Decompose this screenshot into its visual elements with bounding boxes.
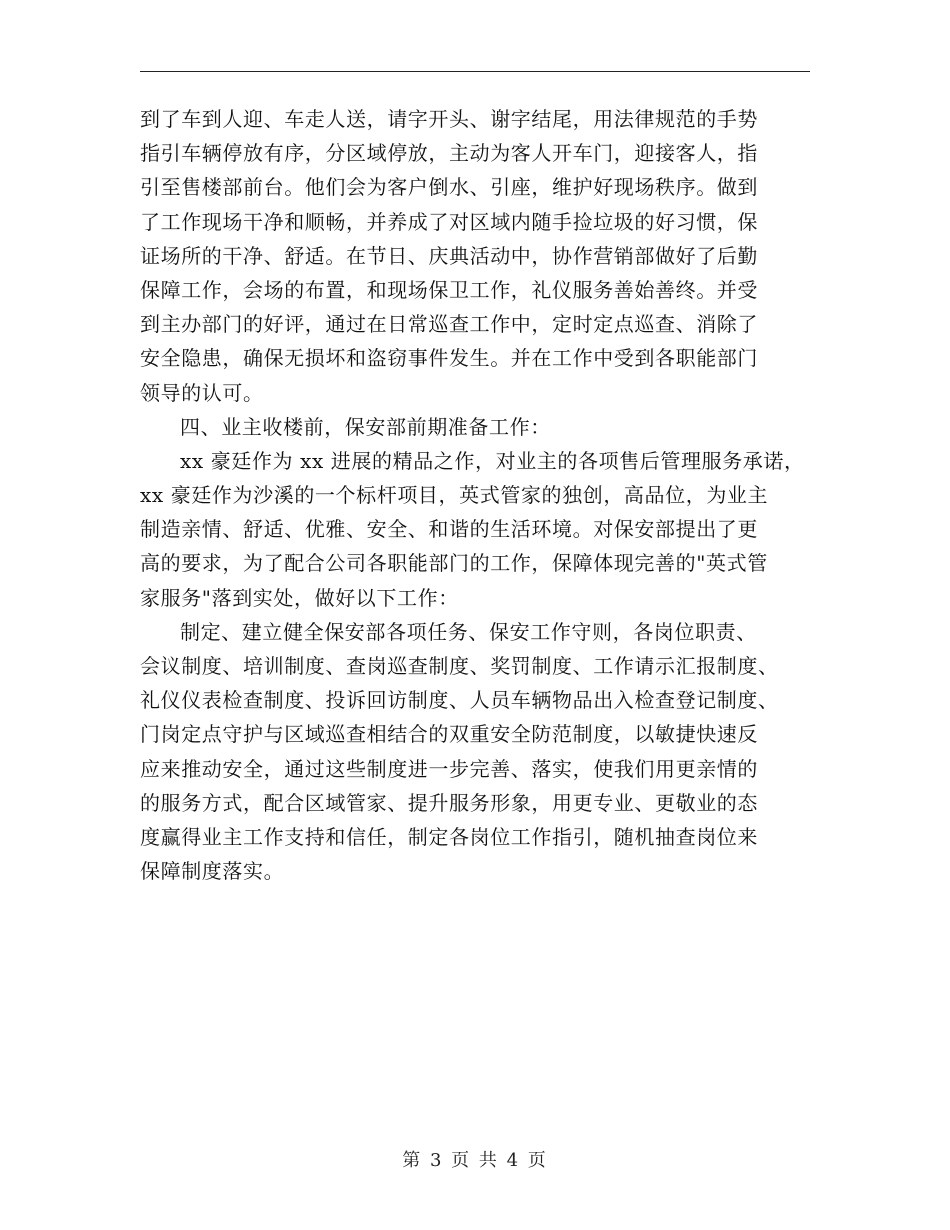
section-heading: 四、业主收楼前，保安部前期准备工作： [180,414,551,439]
text-line: 的服务方式，配合区域管家、提升服务形象，用更专业、更敬业的态 [140,790,758,815]
text-line: 制定、建立健全保安部各项任务、保安工作守则，各岗位职责、 [180,619,757,644]
text-line: 会议制度、培训制度、查岗巡查制度、奖罚制度、工作请示汇报制度、 [140,654,779,678]
page-footer: 第 3 页 共 4 页 [402,1150,548,1171]
text-line: 引至售楼部前台。他们会为客户倒水、引座，维护好现场秩序。做到 [140,175,758,200]
text-line: 指引车辆停放有序，分区域停放，主动为客人开车门，迎接客人，指 [140,141,758,166]
text-line: 到主办部门的好评，通过在日常巡查工作中，定时定点巡查、消除了 [140,312,758,337]
text-line: 应来推动安全，通过这些制度进一步完善、落实，使我们用更亲情的 [140,756,758,781]
text-line: 保障工作，会场的布置，和现场保卫工作，礼仪服务善始善终。并受 [140,277,758,302]
document-body [140,102,830,888]
text-line: xx 豪廷作为沙溪的一个标杆项目，英式管家的独创，高品位，为业主 [140,483,769,508]
text-line: 证场所的干净、舒适。在节日、庆典活动中，协作营销部做好了后勤 [140,243,758,268]
text-line: 领导的认可。 [140,380,264,405]
text-line: 到了车到人迎、车走人送，请字开头、谢字结尾，用法律规范的手势 [140,107,758,131]
text-line: 了工作现场干净和顺畅，并养成了对区域内随手捡垃圾的好习惯，保 [140,209,758,234]
text-line: xx 豪廷作为 xx 进展的精品之作，对业主的各项售后管理服务承诺， [180,448,805,473]
text-line: 度赢得业主工作支持和信任，制定各岗位工作指引，随机抽查岗位来 [140,824,758,849]
text-line: 安全隐患，确保无损坏和盗窃事件发生。并在工作中受到各职能部门 [140,346,758,371]
text-line: 门岗定点守护与区域巡查相结合的双重安全防范制度，以敏捷快速反 [140,722,758,747]
text-line: 高的要求，为了配合公司各职能部门的工作，保障体现完善的"英式管 [140,551,768,576]
text-line: 礼仪仪表检查制度、投诉回访制度、人员车辆物品出入检查登记制度、 [140,688,779,713]
text-line: 制造亲情、舒适、优雅、安全、和谐的生活环境。对保安部提出了更 [140,517,758,542]
text-line: 保障制度落实。 [140,859,285,884]
header-rule [140,71,810,72]
text-line: 家服务"落到实处，做好以下工作： [140,585,459,610]
